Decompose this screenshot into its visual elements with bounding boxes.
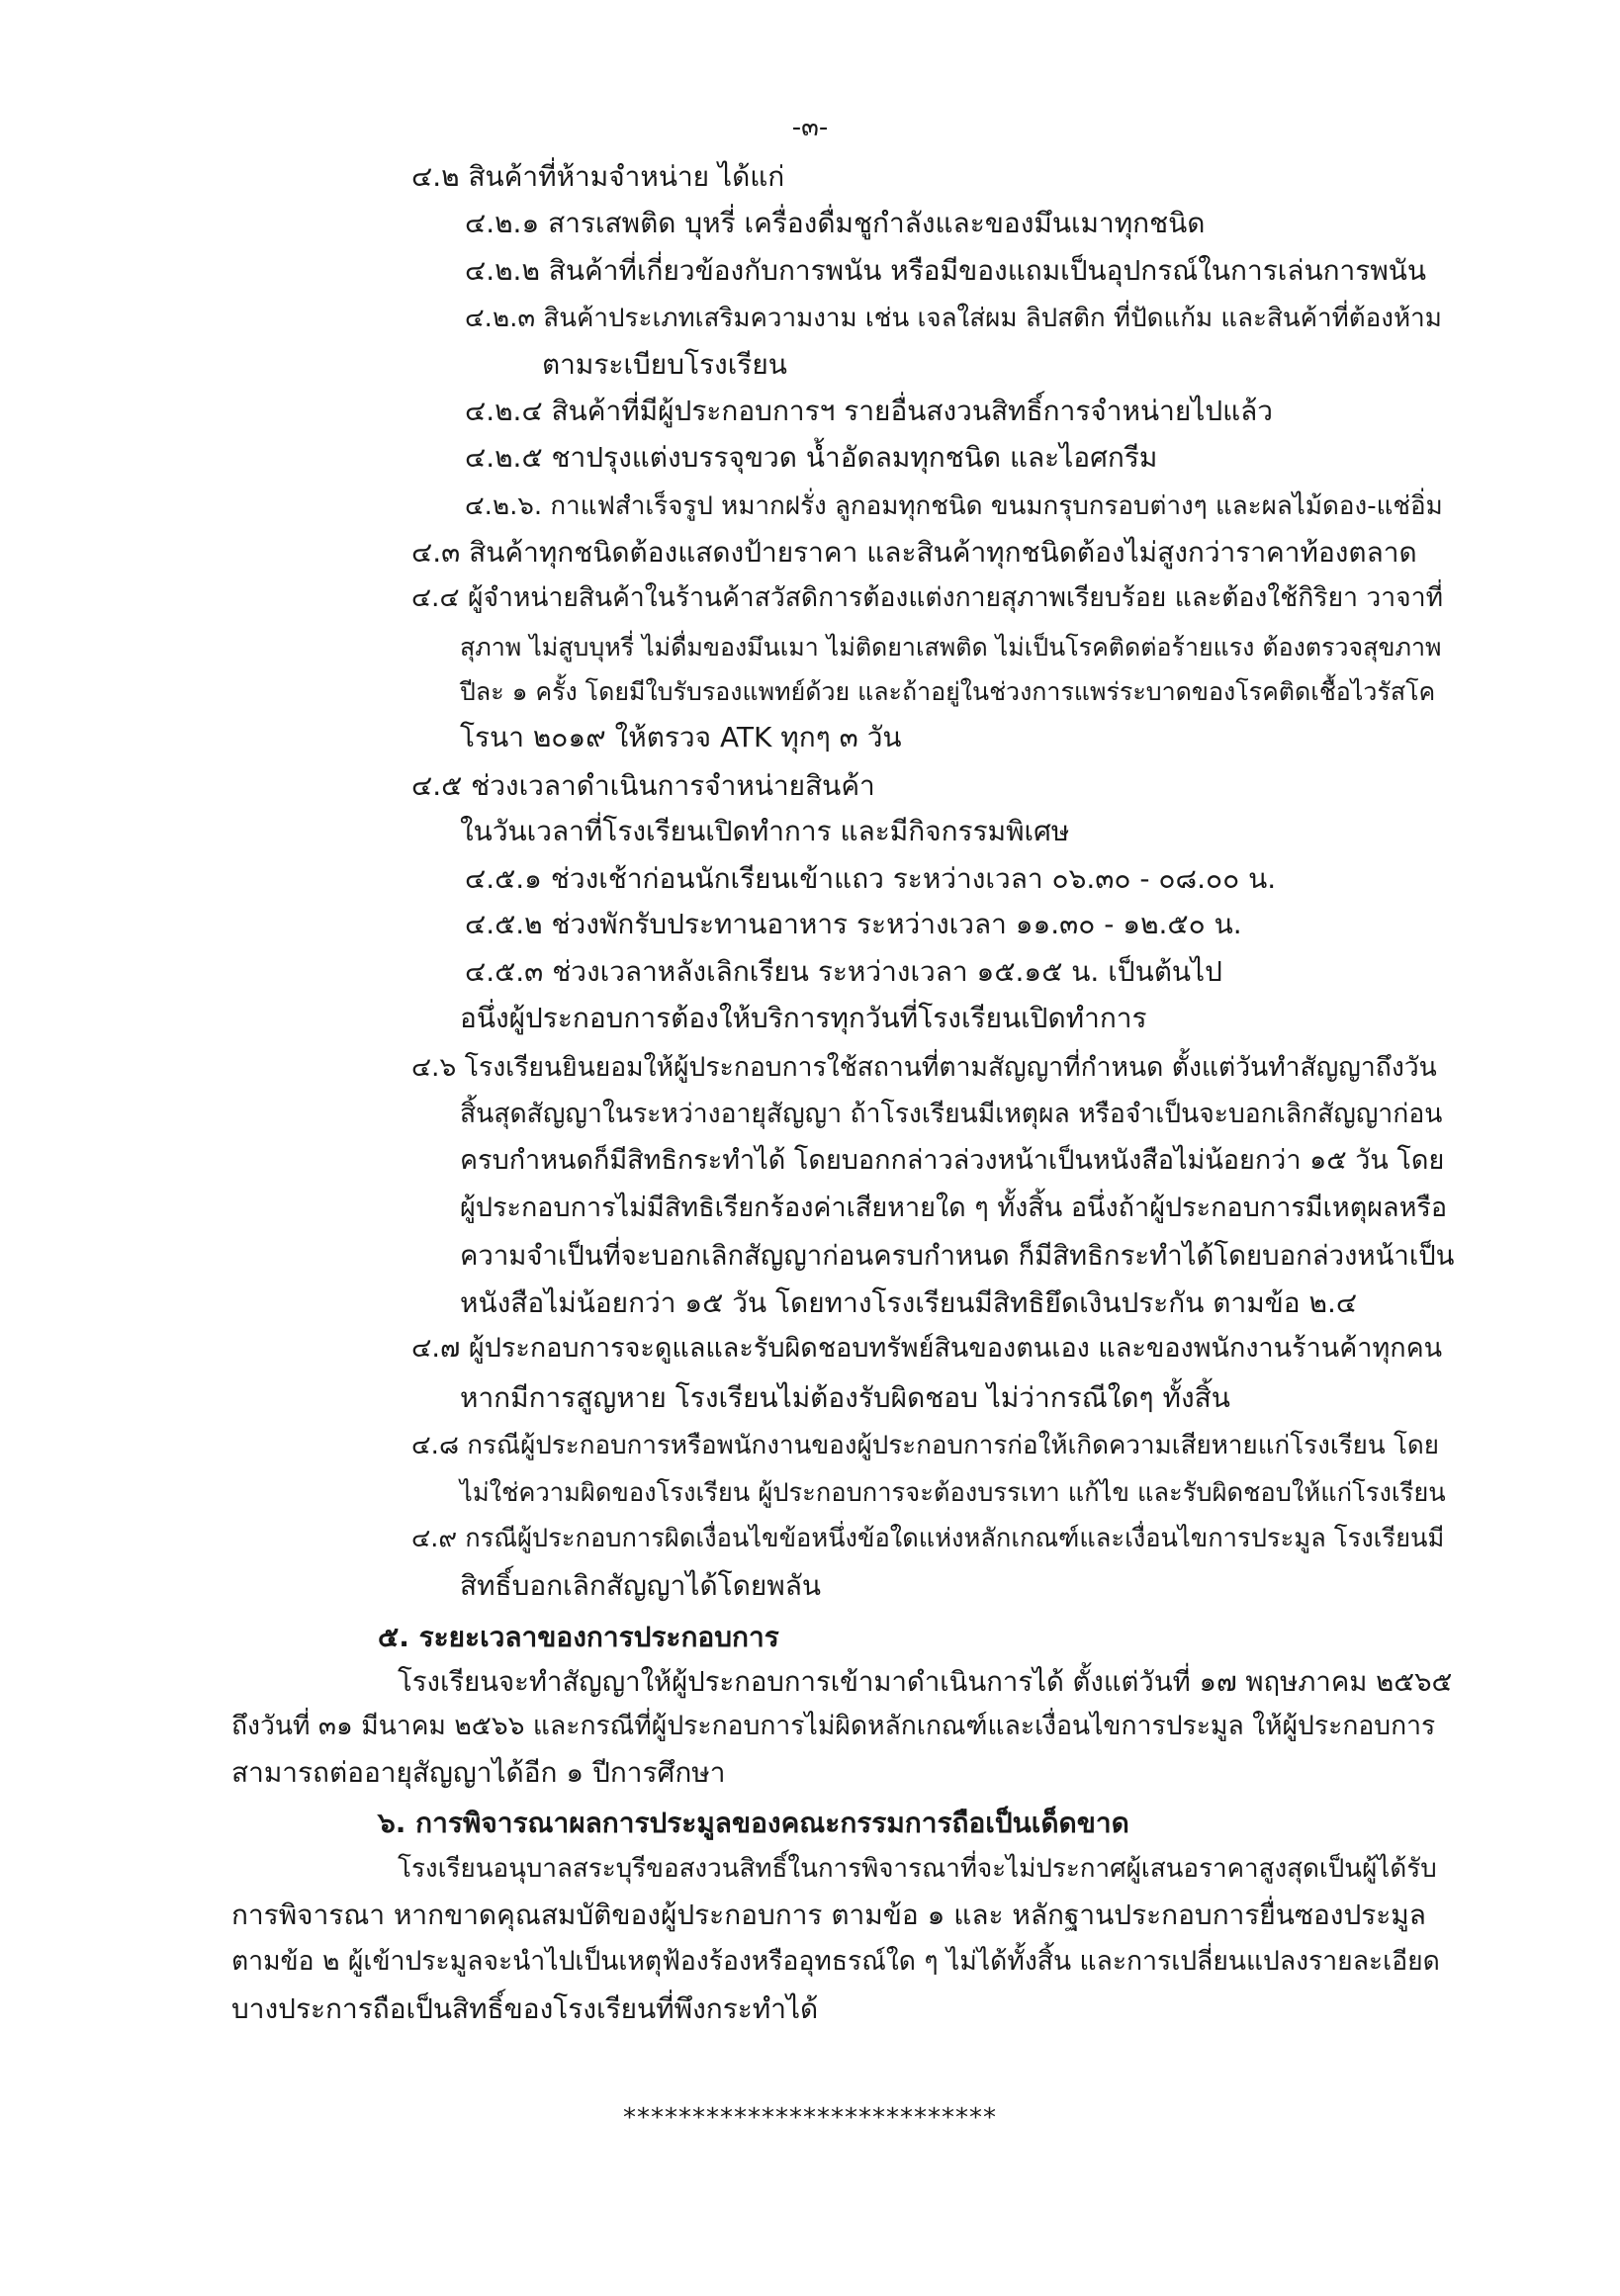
text-line: สามารถต่ออายุสัญญาได้อีก ๑ ปีการศึกษา: [231, 1756, 726, 1789]
text-line: ๔.๒.๕ ชาปรุงแต่งบรรจุขวด น้ำอัดลมทุกชนิด และไอศกรีม: [465, 441, 1158, 474]
text-line: ๔.๕ ช่วงเวลาดำเนินการจำหน่ายสินค้า: [411, 769, 875, 802]
text-line: สิทธิ์บอกเลิกสัญญาได้โดยพลัน: [460, 1569, 822, 1602]
text-line: โรงเรียนอนุบาลสระบุรีขอสงวนสิทธิ์ในการพิจารณาที่จะไม่ประกาศผู้เสนอราคาสูงสุดเป็นผู้ได้รับ: [398, 1854, 1437, 1884]
section-heading: ๕. ระยะเวลาของการประกอบการ: [378, 1621, 779, 1653]
text-line: ๔.๒ สินค้าที่ห้ามจำหน่าย ได้แก่: [411, 160, 785, 193]
text-line: ถึงวันที่ ๓๑ มีนาคม ๒๕๖๖ และกรณีที่ผู้ประกอบการไม่ผิดหลักเกณฑ์และเงื่อนไขการประมูล ให้ผู้ประกอบการ: [231, 1711, 1436, 1741]
text-line: ๔.๒.๑ สารเสพติด บุหรี่ เครื่องดื่มชูกำลังและของมึนเมาทุกชนิด: [465, 207, 1206, 239]
text-line: ปีละ ๑ ครั้ง โดยมีใบรับรองแพทย์ด้วย และถ้าอยู่ในช่วงการแพร่ระบาดของโรคติดเชื้อไวรัสโค: [460, 677, 1436, 706]
text-line: สุภาพ ไม่สูบบุหรี่ ไม่ดื่มของมึนเมา ไม่ติดยาเสพติด ไม่เป็นโรคติดต่อร้ายแรง ต้องตรวจสุขภาพ: [460, 633, 1442, 662]
text-line: ๔.๗ ผู้ประกอบการจะดูแลและรับผิดชอบทรัพย์สินของตนเอง และของพนักงานร้านค้าทุกคน: [411, 1333, 1443, 1364]
text-line: หนังสือไม่น้อยกว่า ๑๕ วัน โดยทางโรงเรียนมีสิทธิยึดเงินประกัน ตามข้อ ๒.๔: [460, 1286, 1358, 1319]
page-number: -๓-: [791, 113, 829, 142]
text-line: ๔.๒.๒ สินค้าที่เกี่ยวข้องกับการพนัน หรือมีของแถมเป็นอุปกรณ์ในการเล่นการพนัน: [465, 254, 1427, 287]
text-line: ๔.๖ โรงเรียนยินยอมให้ผู้ประกอบการใช้สถานที่ตามสัญญาที่กำหนด ตั้งแต่วันทำสัญญาถึงวัน: [411, 1052, 1437, 1083]
text-line: หากมีการสูญหาย โรงเรียนไม่ต้องรับผิดชอบ ไม่ว่ากรณีใดๆ ทั้งสิ้น: [460, 1381, 1230, 1414]
text-line: ๔.๒.๔ สินค้าที่มีผู้ประกอบการฯ รายอื่นสงวนสิทธิ์การจำหน่ายไปแล้ว: [465, 395, 1274, 427]
text-line: การพิจารณา หากขาดคุณสมบัติของผู้ประกอบการ ตามข้อ ๑ และ หลักฐานประกอบการยื่นซองประมูล: [231, 1899, 1426, 1931]
text-line: ๔.๕.๑ ช่วงเช้าก่อนนักเรียนเข้าแถว ระหว่างเวลา ๐๖.๓๐ - ๐๘.๐๐ น.: [465, 862, 1277, 895]
text-line: บางประการถือเป็นสิทธิ์ของโรงเรียนที่พึงกระทำได้: [231, 1992, 819, 2025]
text-line: โรนา ๒๐๑๙ ให้ตรวจ ATK ทุกๆ ๓ วัน: [460, 721, 902, 753]
text-line: ๔.๘ กรณีผู้ประกอบการหรือพนักงานของผู้ประกอบการก่อให้เกิดความเสียหายแก่โรงเรียน โดย: [411, 1431, 1440, 1460]
text-line: สิ้นสุดสัญญาในระหว่างอายุสัญญา ถ้าโรงเรียนมีเหตุผล หรือจำเป็นจะบอกเลิกสัญญาก่อน: [460, 1099, 1443, 1129]
end-of-document-marker: ***************************: [623, 2103, 997, 2133]
text-line: ผู้ประกอบการไม่มีสิทธิเรียกร้องค่าเสียหายใด ๆ ทั้งสิ้น อนึ่งถ้าผู้ประกอบการมีเหตุผลหรือ: [460, 1192, 1448, 1223]
text-line: ตามระเบียบโรงเรียน: [542, 348, 787, 381]
text-line: ตามข้อ ๒ ผู้เข้าประมูลจะนำไปเป็นเหตุฟ้องร้องหรืออุทธรณ์ใด ๆ ไม่ได้ทั้งสิ้น และการเปลี่ยนแปลงรายละเอียด: [231, 1946, 1440, 1977]
text-line: ๔.๕.๓ ช่วงเวลาหลังเลิกเรียน ระหว่างเวลา ๑๕.๑๕ น. เป็นต้นไป: [465, 955, 1222, 988]
text-line: ในวันเวลาที่โรงเรียนเปิดทำการ และมีกิจกรรมพิเศษ: [460, 815, 1070, 847]
text-line: ไม่ใช่ความผิดของโรงเรียน ผู้ประกอบการจะต้องบรรเทา แก้ไข และรับผิดชอบให้แก่โรงเรียน: [460, 1478, 1446, 1508]
section-heading: ๖. การพิจารณาผลการประมูลของคณะกรรมการถือเป็นเด็ดขาด: [378, 1807, 1129, 1839]
text-line: ๔.๕.๒ ช่วงพักรับประทานอาหาร ระหว่างเวลา ๑๑.๓๐ - ๑๒.๕๐ น.: [465, 908, 1242, 940]
text-line: ๔.๙ กรณีผู้ประกอบการผิดเงื่อนไขข้อหนึ่งข้อใดแห่งหลักเกณฑ์และเงื่อนไขการประมูล โรงเรียนมี: [411, 1524, 1445, 1553]
text-line: อนึ่งผู้ประกอบการต้องให้บริการทุกวันที่โรงเรียนเปิดทำการ: [460, 1002, 1147, 1034]
text-line: ๔.๓ สินค้าทุกชนิดต้องแสดงป้ายราคา และสินค้าทุกชนิดต้องไม่สูงกว่าราคาท้องตลาด: [411, 536, 1417, 569]
text-line: ๔.๒.๖. กาแฟสำเร็จรูป หมากฝรั่ง ลูกอมทุกชนิด ขนมกรุบกรอบต่างๆ และผลไม้ดอง-แช่อิ่ม: [465, 491, 1443, 521]
text-line: ๔.๔ ผู้จำหน่ายสินค้าในร้านค้าสวัสดิการต้องแต่งกายสุภาพเรียบร้อย และต้องใช้กิริยา วาจาที่: [411, 582, 1444, 613]
text-line: โรงเรียนจะทำสัญญาให้ผู้ประกอบการเข้ามาดำเนินการได้ ตั้งแต่วันที่ ๑๗ พฤษภาคม ๒๕๖๕: [398, 1666, 1453, 1698]
text-line: ๔.๒.๓ สินค้าประเภทเสริมความงาม เช่น เจลใส่ผม ลิปสติก ที่ปัดแก้ม และสินค้าที่ต้องห้าม: [465, 304, 1442, 333]
text-line: ความจำเป็นที่จะบอกเลิกสัญญาก่อนครบกำหนด ก็มีสิทธิกระทำได้โดยบอกล่วงหน้าเป็น: [460, 1240, 1455, 1272]
text-line: ครบกำหนดก็มีสิทธิกระทำได้ โดยบอกกล่าวล่วงหน้าเป็นหนังสือไม่น้อยกว่า ๑๕ วัน โดย: [460, 1145, 1445, 1176]
